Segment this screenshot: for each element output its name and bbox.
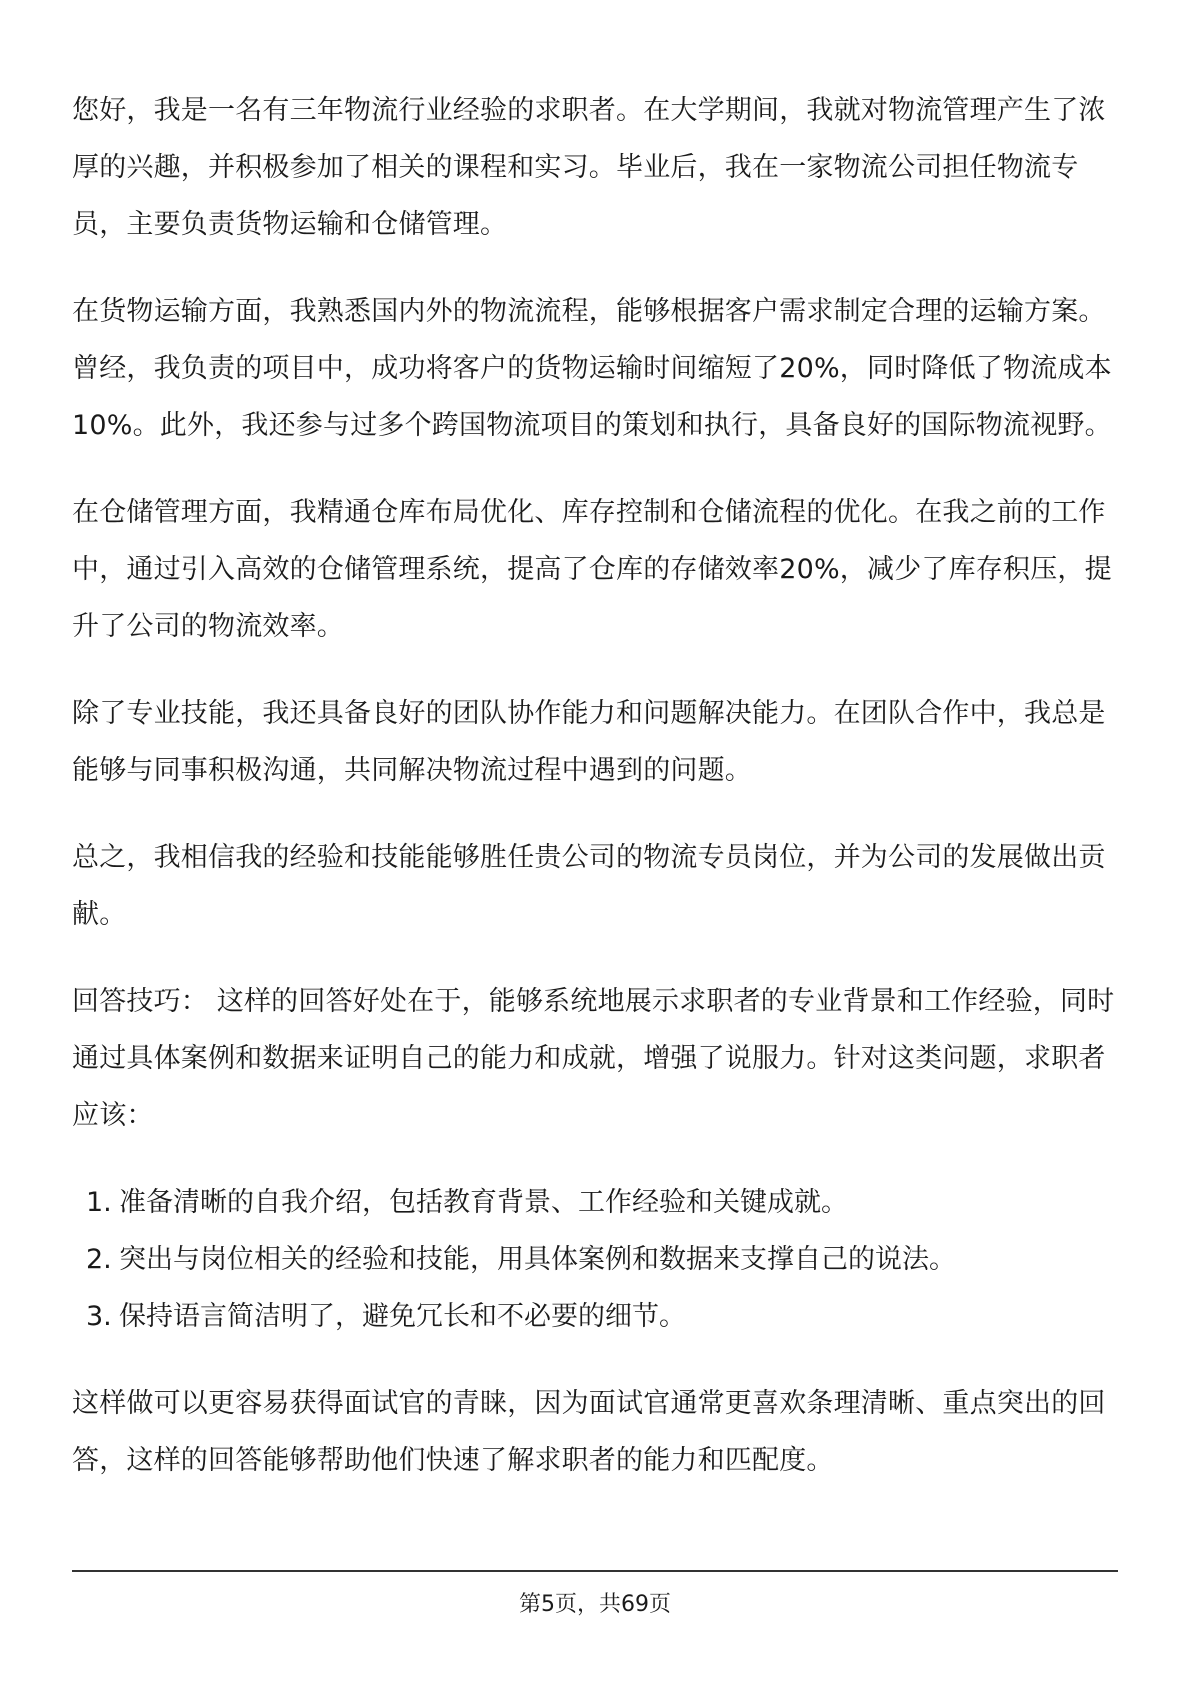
paragraph-summary: 总之，我相信我的经验和技能能够胜任贵公司的物流专员岗位，并为公司的发展做出贡献。 [72,842,1106,930]
tips-list [72,1174,1118,1345]
paragraph-closing: 这样做可以更容易获得面试官的青睐，因为面试官通常更喜欢条理清晰、重点突出的回答，这样的回答能够帮助他们快速了解求职者的能力和匹配度。 [72,1388,1106,1476]
list-item-number: 2. [86,1244,112,1275]
list-item-text: 突出与岗位相关的经验和技能，用具体案例和数据来支撑自己的说法。 [119,1244,956,1275]
paragraph-intro: 您好，我是一名有三年物流行业经验的求职者。在大学期间，我就对物流管理产生了浓厚的兴趣，并积极参加了相关的课程和实习。毕业后，我在一家物流公司担任物流专员，主要负责货物运输和仓储管理。 [72,95,1106,240]
list-item [72,1288,1118,1345]
paragraph-teamwork: 除了专业技能，我还具备良好的团队协作能力和问题解决能力。在团队合作中，我总是能够与同事积极沟通，共同解决物流过程中遇到的问题。 [72,698,1106,786]
list-item-text: 保持语言简洁明了，避免冗长和不必要的细节。 [119,1301,686,1332]
paragraph-answer-tips: 回答技巧： 这样的回答好处在于，能够系统地展示求职者的专业背景和工作经验，同时通过具体案例和数据来证明自己的能力和成就，增强了说服力。针对这类问题，求职者应该： [72,986,1115,1131]
paragraph-transport: 在货物运输方面，我熟悉国内外的物流流程，能够根据客户需求制定合理的运输方案。曾经，我负责的项目中，成功将客户的货物运输时间缩短了20%，同时降低了物流成本10%。此外，我还参与过多个跨国物流项目的策划和执行，具备良好的国际物流视野。 [72,296,1112,441]
list-item-number: 1. [86,1187,112,1218]
list-item-text: 准备清晰的自我介绍，包括教育背景、工作经验和关键成就。 [119,1187,848,1218]
list-item [72,1174,1118,1231]
paragraph-warehouse: 在仓储管理方面，我精通仓库布局优化、库存控制和仓储流程的优化。在我之前的工作中，通过引入高效的仓储管理系统，提高了仓库的存储效率20%，减少了库存积压，提升了公司的物流效率。 [72,497,1112,642]
footer-divider [72,1570,1118,1572]
page-number: 第5页，共69页 [519,1592,671,1617]
list-item-number: 3. [86,1301,112,1332]
list-item [72,1231,1118,1288]
document-body [72,82,1118,1519]
